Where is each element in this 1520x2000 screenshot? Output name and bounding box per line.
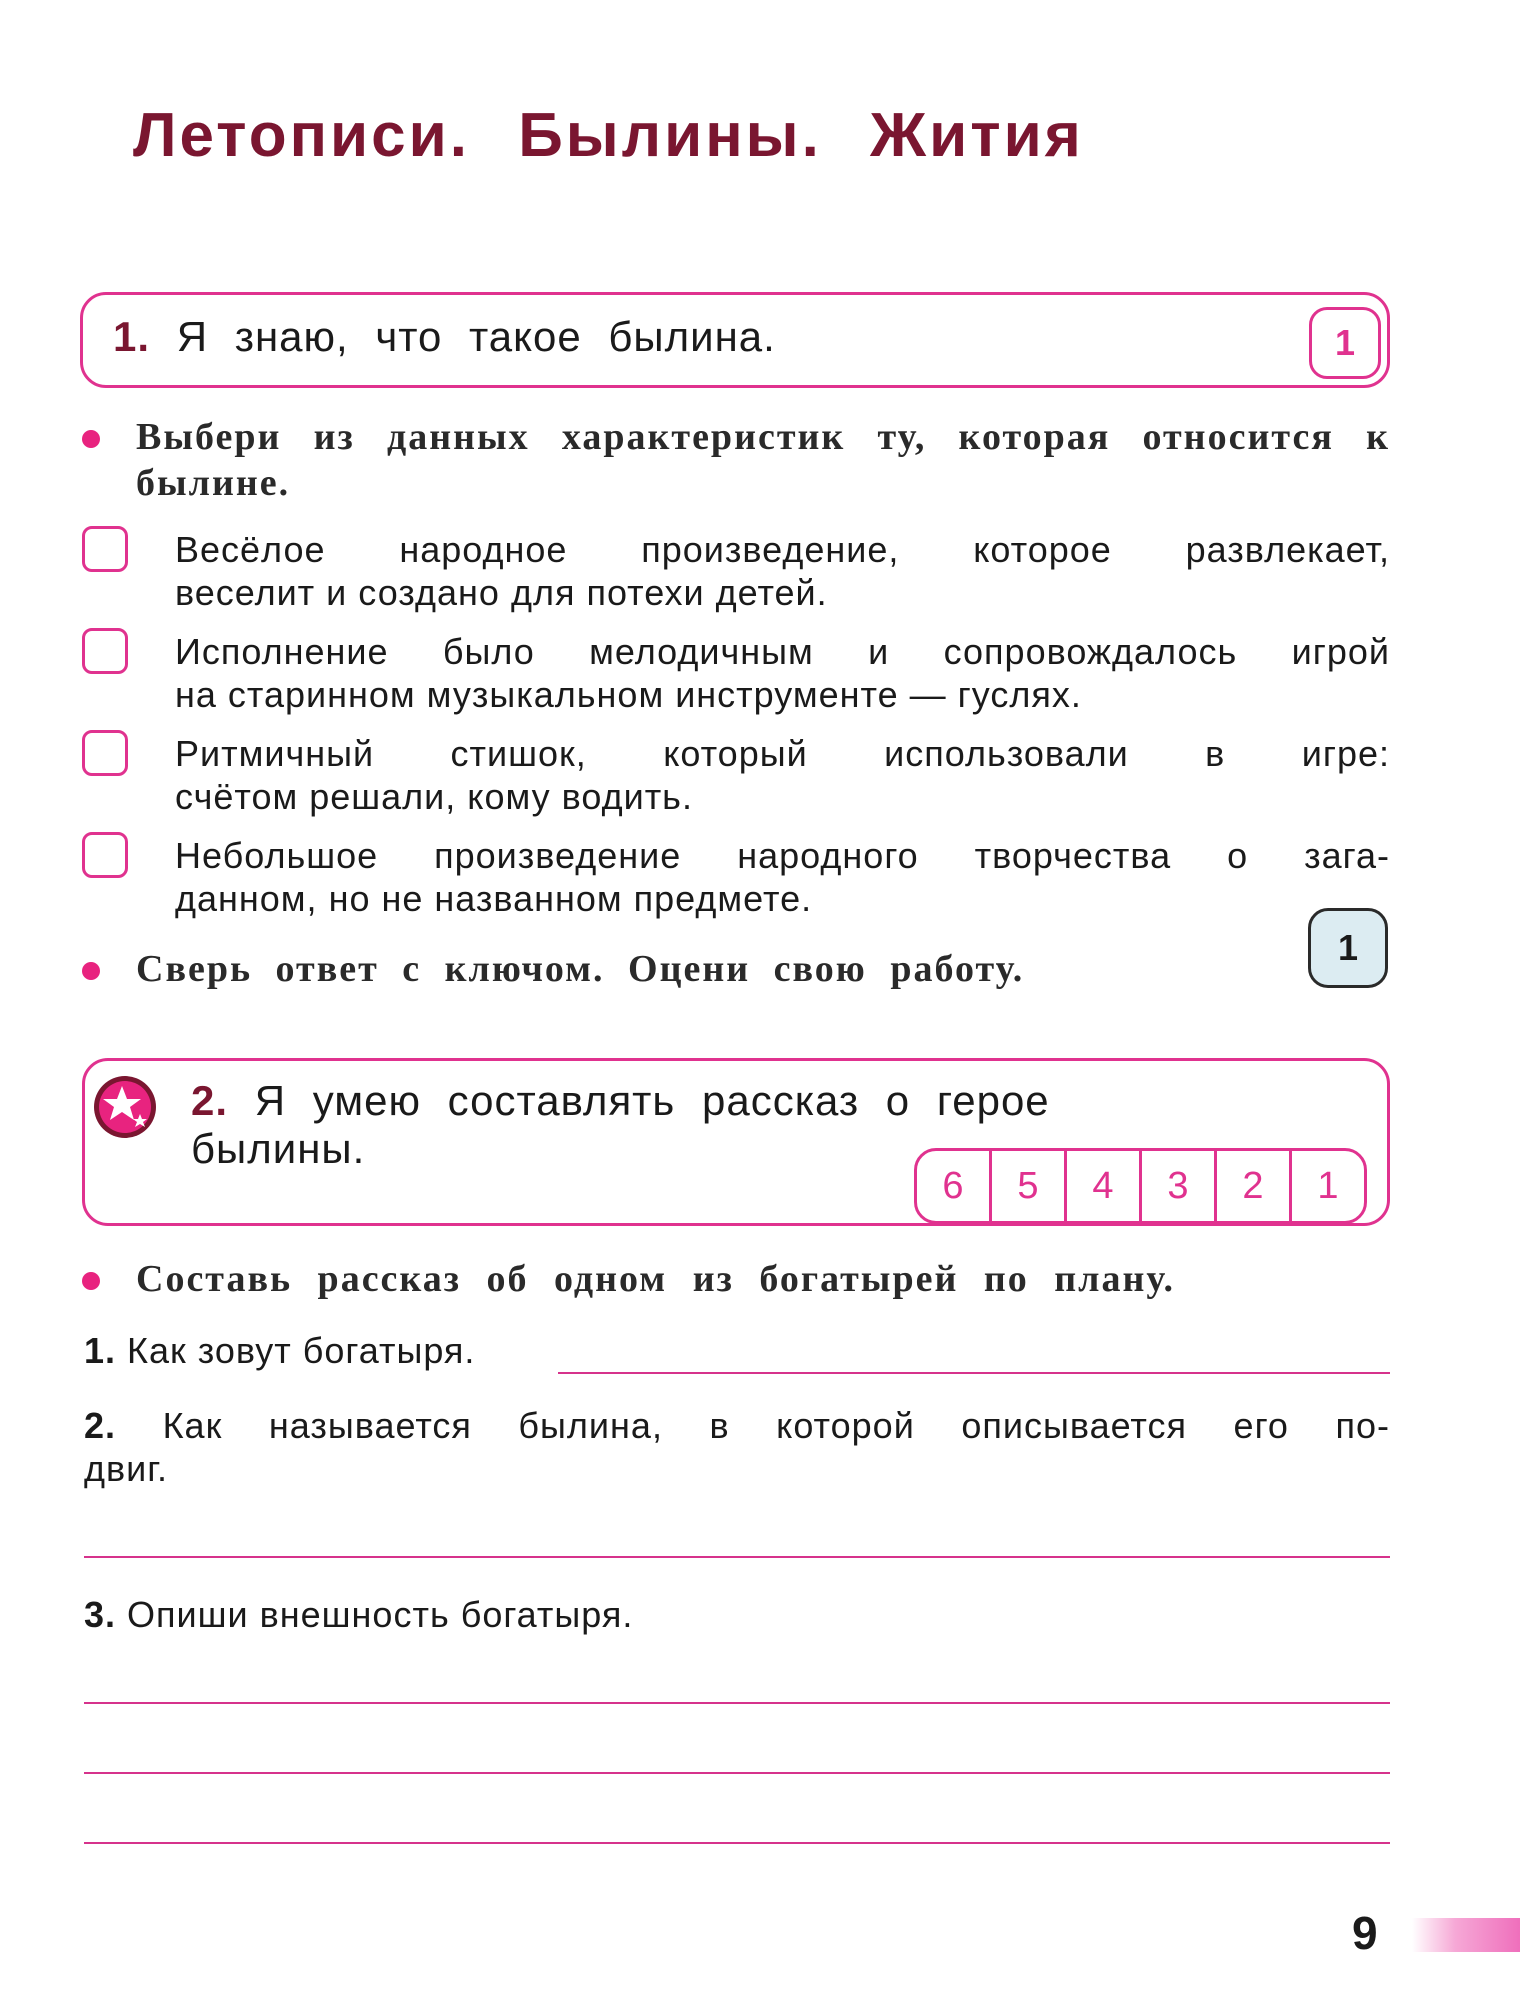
page-decoration-strip — [1412, 1918, 1520, 1952]
plan-item-3: 3. Опиши внешность богатыря. — [84, 1594, 634, 1635]
key-points-badge: 1 — [1308, 908, 1388, 988]
answer-line[interactable] — [84, 1842, 1390, 1844]
bullet-icon — [82, 1272, 100, 1290]
bullet-icon — [82, 962, 100, 980]
scale-cell-6[interactable]: 6 — [914, 1148, 992, 1224]
task-2-title-line1: Я умею составлять рассказ о герое — [254, 1077, 1050, 1124]
scale-cell-1[interactable]: 1 — [1289, 1148, 1367, 1224]
task-2-instruction: Составь рассказ об одном из богатырей по плану. — [136, 1258, 1176, 1300]
task-1-title: Я знаю, что такое былина. — [176, 313, 776, 360]
answer-line[interactable] — [84, 1772, 1390, 1774]
option-2-text: Исполнение было мелодичным и сопровождалось игрой на старинном музыкальном инструменте — гуслях. — [175, 631, 1390, 715]
option-4-text: Небольшое произведение народного творчества о зага- данном, но не названном предмете. — [175, 835, 1390, 919]
task-2-title-line2: былины. — [191, 1125, 366, 1172]
scale-cell-2[interactable]: 2 — [1214, 1148, 1292, 1224]
task-1-header — [80, 292, 1390, 388]
bullet-icon — [82, 430, 100, 448]
plan-item-1: 1. Как зовут богатыря. — [84, 1330, 476, 1371]
answer-line[interactable] — [84, 1702, 1390, 1704]
page-title: Летописи. Былины. Жития — [133, 101, 1084, 170]
option-1-text: Весёлое народное произведение, которое развлекает, веселит и создано для потехи детей. — [175, 529, 1390, 613]
option-3-checkbox[interactable] — [82, 730, 128, 776]
option-4-checkbox[interactable] — [82, 832, 128, 878]
scale-cell-3[interactable]: 3 — [1139, 1148, 1217, 1224]
plan-item-2: 2. Как называется былина, в которой описывается его по- двиг. — [84, 1405, 1390, 1489]
task-1-points-badge: 1 — [1309, 307, 1381, 379]
page-number: 9 — [1352, 1907, 1378, 1959]
task-2-number: 2. — [191, 1077, 229, 1124]
answer-line[interactable] — [558, 1372, 1390, 1374]
task-1-number: 1. — [113, 313, 151, 360]
star-icon — [92, 1074, 158, 1140]
scale-cell-5[interactable]: 5 — [989, 1148, 1067, 1224]
option-2-checkbox[interactable] — [82, 628, 128, 674]
answer-line[interactable] — [84, 1556, 1390, 1558]
task-1-instruction: Выбери из данных характеристик ту, которая относится к былине. — [136, 416, 1390, 504]
self-assessment-scale — [914, 1148, 1367, 1224]
option-3-text: Ритмичный стишок, который использовали в игре: счётом решали, кому водить. — [175, 733, 1390, 817]
task-1-check-instruction: Сверь ответ с ключом. Оцени свою работу. — [136, 948, 1025, 990]
scale-cell-4[interactable]: 4 — [1064, 1148, 1142, 1224]
option-1-checkbox[interactable] — [82, 526, 128, 572]
